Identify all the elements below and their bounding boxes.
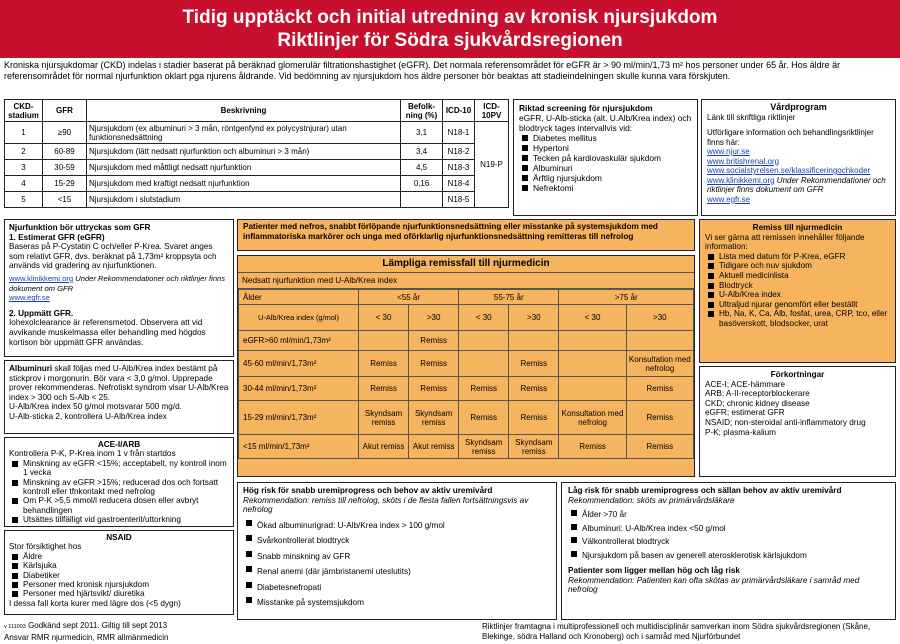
- cell: 15-29: [43, 176, 87, 192]
- ckd-stage-table: [4, 99, 509, 208]
- remiss-title: Lämpliga remissfall till njurmedicin: [238, 256, 694, 273]
- list-item: Hypertoni: [519, 143, 692, 153]
- approved: Godkänd sept 2011. Giltig till sept 2013: [28, 621, 168, 630]
- list-item: Kärlsjuka: [9, 561, 229, 570]
- cat-header: < 30: [559, 305, 626, 331]
- cell: Skyndsam remiss: [359, 401, 409, 435]
- cell: Remiss: [409, 377, 459, 401]
- cell: 4,5: [401, 160, 443, 176]
- cell: Remiss: [559, 435, 626, 459]
- link[interactable]: www.socialstyrelsen.se/klassificeringochkoder: [707, 166, 871, 175]
- cell: 3,1: [401, 122, 443, 144]
- footer-right: Riktlinjer framtagna i multiprofessionell och multidisciplinär samverkan inom Södra sjukvårdsregionen (Skåne, Blekinge, södra Halland och Kronoberg) och i samråd med Njurförbundet: [482, 622, 871, 641]
- cell: Remiss: [359, 377, 409, 401]
- nsaid-title: NSAID: [106, 533, 132, 542]
- screening-box: [513, 99, 698, 216]
- age-header: >75 år: [559, 290, 694, 305]
- link[interactable]: www.britishrenal.org: [707, 156, 780, 166]
- albuminuri-text: skall följas med U-Alb/Krea index bestämt på stickprov i morgonurin. Bör vara < 3,0 g/mol. Upprepade prover rekommenderas. Nefrotiskt syndrom visar U-Alb/Krea index > 300 och S-Alb < 25.: [9, 364, 229, 402]
- list-item: Personer med hjärtsvikt/ diuretika: [9, 589, 229, 598]
- list-item: Diabetesnefropati: [243, 580, 551, 596]
- link[interactable]: www.egfr.se: [707, 194, 751, 204]
- cell: 3,4: [401, 144, 443, 160]
- list-item: Tecken på kardiovaskulär sjukdom: [519, 153, 692, 163]
- ace-title: ACE-I/ARB: [97, 440, 141, 449]
- vardprogram-box: [701, 99, 896, 216]
- albuminuri-line: U-Alb/Krea index 50 g/mol motsvarar 500 mg/d.: [9, 402, 182, 412]
- list-item: Ökad albuminurigrad: U-Alb/Krea index > 100 g/mol: [243, 518, 551, 534]
- cell: [559, 331, 626, 351]
- nsaid-lead: Stor försiktighet hos: [9, 542, 82, 552]
- list-item: Lista med datum för P-Krea, eGFR: [705, 252, 890, 262]
- cell: N18-4: [443, 176, 475, 192]
- remiss-info-title: Remiss till njurmedicin: [752, 223, 843, 232]
- vardprogram-note: Under Rekommendationer och riktlinjer finns dokument om GFR: [707, 175, 886, 194]
- low-risk-list: [568, 508, 889, 562]
- list-item: Snabb minskning av GFR: [243, 549, 551, 565]
- list-item: Njursjukdom på basen av generell aterosklerotisk kärlsjukdom: [568, 549, 889, 563]
- row-label: eGFR>60 ml/min/1,73m²: [239, 331, 359, 351]
- list-item: Välkontrollerat blodtryck: [568, 535, 889, 549]
- age-header: <55 år: [359, 290, 459, 305]
- remiss-table: [238, 289, 694, 459]
- list-item: Albuminuri: [519, 163, 692, 173]
- cell: ≥90: [43, 122, 87, 144]
- screening-list: [519, 133, 692, 193]
- col-header: CKD-stadium: [5, 100, 43, 122]
- col-header: GFR: [43, 100, 87, 122]
- list-item: U-Alb/Krea index: [705, 290, 890, 300]
- list-item: Blodtryck: [705, 281, 890, 291]
- cell: [559, 351, 626, 377]
- mid-risk-title: Patienter som ligger mellan hög och låg risk: [568, 566, 740, 576]
- cell: Remiss: [626, 435, 693, 459]
- list-item: Äldre: [9, 552, 229, 561]
- subtitle: Riktlinjer för Södra sjukvårdsregionen: [277, 30, 623, 51]
- table-row: [5, 144, 509, 160]
- cell: 0,16: [401, 176, 443, 192]
- cell: 60-89: [43, 144, 87, 160]
- list-item: Aktuell medicinlista: [705, 271, 890, 281]
- cell: Remiss: [626, 377, 693, 401]
- cell: Remiss: [509, 401, 559, 435]
- abbr-box: [699, 366, 896, 477]
- low-risk-title: Låg risk för snabb uremiprogress och sällan behov av aktiv uremivård: [568, 486, 842, 495]
- cell: Remiss: [626, 401, 693, 435]
- col-header: ICD-10PV: [475, 100, 509, 122]
- abbr-item: ACE-I; ACE-hämmare: [705, 379, 786, 389]
- cell: Remiss: [409, 331, 459, 351]
- cell: Konsultation med nefrolog: [559, 401, 626, 435]
- cell: [401, 192, 443, 208]
- cat-header: >30: [626, 305, 693, 331]
- high-risk-rec: Rekommendation: remiss till nefrolog, sköts i de flesta fallen fortsättningsvis av nefrolog: [243, 495, 529, 515]
- screening-title: Riktad screening för njursjukdom: [519, 103, 653, 113]
- link[interactable]: www.egfr.se: [9, 293, 50, 303]
- list-item: Om P-K >5,5 mmol/l reducera dosen eller avbryt behandlingen: [9, 496, 229, 515]
- cell: N18-5: [443, 192, 475, 208]
- list-item: Hb, Na, K, Ca, Alb, fosfat, urea, CRP, tco, eller basöverskott, blodsocker, urat: [705, 309, 890, 328]
- col-header: Beskrivning: [87, 100, 401, 122]
- list-item: Ultraljud njurar genomfört eller beställt: [705, 300, 890, 310]
- list-item: Ålder >70 år: [568, 508, 889, 522]
- cell: [559, 377, 626, 401]
- vardprogram-line: Utförligare information och behandlingsriktlinjer finns här:: [707, 128, 874, 147]
- cell: Remiss: [509, 377, 559, 401]
- list-item: Utsättes tillfälligt vid gastroenterit/uttorkning: [9, 515, 229, 524]
- row-label: <15 ml/min/1,73m²: [239, 435, 359, 459]
- table-row: [5, 176, 509, 192]
- vardprogram-title: Vårdprogram: [770, 102, 827, 112]
- col-header: Befolk-ning (%): [401, 100, 443, 122]
- albuminuri-lead: Albuminuri: [9, 364, 53, 373]
- col-header: ICD-10: [443, 100, 475, 122]
- footer-left: [4, 621, 234, 642]
- cell: [509, 331, 559, 351]
- patients-box: Patienter med nefros, snabbt förlöpande njurfunktionsnedsättning eller misstanke på systemsjukdom med inflammatoriska markörer och unga med oförklarlig njurfunktionsnedsättning remitteras till nefrolog: [237, 219, 695, 251]
- abbr-item: NSAID; non-steroidal anti-inflammatory drug: [705, 417, 866, 427]
- cell: 5: [5, 192, 43, 208]
- remiss-info-lead: Vi ser gärna att remissen innehåller följande information:: [705, 232, 865, 252]
- table-row: [5, 122, 509, 144]
- abbr-item: ARB; A-II-receptorblockerare: [705, 389, 810, 399]
- row-label: 15-29 ml/min/1,73m²: [239, 401, 359, 435]
- cell: 4: [5, 176, 43, 192]
- cat-header: < 30: [359, 305, 409, 331]
- cell: 3: [5, 160, 43, 176]
- banner: [0, 0, 900, 58]
- gfr-text: Iohexolclearance är referensmetod. Observera att vid avvikande muskelmassa eller behandling med högdos kortison bör uppmätt GFR användas.: [9, 318, 206, 347]
- responsible: Ansvar RMR njurmedicin, RMR allmänmedicin: [4, 632, 169, 642]
- remiss-info-box: [699, 219, 896, 363]
- cell: Njursjukdom i slutstadium: [87, 192, 401, 208]
- row-label: 45-60 ml/min/1,73m²: [239, 351, 359, 377]
- list-item: Renal anemi (där järnbristanemi uteslutits): [243, 564, 551, 580]
- list-item: Diabetiker: [9, 571, 229, 580]
- cell: Remiss: [409, 351, 459, 377]
- gfr-heading: 2. Uppmätt GFR.: [9, 308, 74, 318]
- cell: Skyndsam remiss: [509, 435, 559, 459]
- cell: 1: [5, 122, 43, 144]
- age-label: Ålder: [239, 290, 359, 305]
- cell: Remiss: [459, 377, 509, 401]
- cell: [359, 331, 409, 351]
- row-label: 30-44 ml/min/1,73m²: [239, 377, 359, 401]
- list-item: Albuminuri: U-Alb/Krea index <50 g/mol: [568, 522, 889, 536]
- table-row: [5, 192, 509, 208]
- abbr-item: CKD; chronic kidney disease: [705, 398, 810, 408]
- mid-risk-rec: Rekommendation: Patienten kan ofta skötas av primärvårdsläkare i samråd med nefrolog: [568, 575, 860, 595]
- list-item: Minskning av eGFR >15%; reducerad dos och fortsatt kontroll eller tfnkontakt med nefrolog: [9, 478, 229, 497]
- cell: Remiss: [359, 351, 409, 377]
- ace-lead: Kontrollera P-K, P-Krea inom 1 v från startdos: [9, 449, 176, 459]
- nsaid-tail: I dessa fall korta kurer med lägre dos (<5 dygn): [9, 598, 181, 608]
- high-risk-box: [237, 482, 557, 620]
- gfr-text: Baseras på P-Cystatin C och/eller P-Krea. Svaret anges som relativt GFR, dvs. beräknat på 1,73m² kroppsyta och används vid gradering av njurfunktionen.: [9, 242, 217, 271]
- list-item: Svårkontrollerat blodtryck: [243, 533, 551, 549]
- cell: [459, 351, 509, 377]
- cell: Remiss: [459, 401, 509, 435]
- cell: N18-3: [443, 160, 475, 176]
- albuminuri-line: U-Alb-sticka 2, kontrollera U-Alb/Krea index: [9, 411, 167, 421]
- remiss-info-list: [705, 252, 890, 329]
- cell: Njursjukdom med kraftigt nedsatt njurfunktion: [87, 176, 401, 192]
- table-row: [239, 377, 694, 401]
- cell: N19-P: [475, 122, 509, 208]
- age-header: 55-75 år: [459, 290, 559, 305]
- ualb-label: U-Alb/Krea index (g/mol): [239, 305, 359, 331]
- ace-box: [4, 437, 234, 527]
- cell: <15: [43, 192, 87, 208]
- cell: [459, 331, 509, 351]
- link[interactable]: www.klinikkemi.org: [9, 273, 74, 283]
- ace-list: [9, 459, 229, 525]
- cell: Remiss: [509, 351, 559, 377]
- screening-text: eGFR, U-Alb-sticka (alt. U.Alb/Krea index) och blodtryck tages intervallvis vid:: [519, 113, 692, 133]
- table-row: [239, 351, 694, 377]
- nsaid-list: [9, 552, 229, 599]
- table-row: [239, 331, 694, 351]
- cell: Njursjukdom (lätt nedsatt njurfunktion och albuminuri > 3 mån): [87, 144, 401, 160]
- title: Tidig upptäckt och initial utredning av kronisk njursjukdom: [182, 7, 718, 28]
- cat-header: < 30: [459, 305, 509, 331]
- cell: Akut remiss: [409, 435, 459, 459]
- abbr-item: P-K; plasma-kalium: [705, 427, 776, 437]
- list-item: Tidigare och nuv sjukdom: [705, 261, 890, 271]
- list-item: Minskning av eGFR <15%; acceptabelt, ny kontroll inom 1 vecka: [9, 459, 229, 478]
- abbr-title: Förkortningar: [770, 370, 825, 379]
- cell: Akut remiss: [359, 435, 409, 459]
- cell: [626, 331, 693, 351]
- low-risk-rec: Rekommendation: sköts av primärvårdsläkare: [568, 495, 735, 505]
- cat-header: >30: [509, 305, 559, 331]
- cell: N18-2: [443, 144, 475, 160]
- gfr-box: [4, 219, 234, 357]
- nsaid-box: [4, 530, 234, 615]
- cell: Njursjukdom (ex albuminuri > 3 mån, röntgenfynd ex polycystnjurar) utan funktionsnedsättning: [87, 122, 401, 144]
- cell: Konsultation med nefrolog: [626, 351, 693, 377]
- list-item: Misstanke på systemsjukdom: [243, 595, 551, 611]
- list-item: Ärftlig njursjukdom: [519, 173, 692, 183]
- table-row: [5, 160, 509, 176]
- gfr-title: Njurfunktion bör uttryckas som GFR: [9, 223, 151, 232]
- list-item: Personer med kronisk njursjukdom: [9, 580, 229, 589]
- gfr-heading: 1. Estimerat GFR (eGFR): [9, 232, 105, 242]
- abbr-item: eGFR; estimerat GFR: [705, 408, 785, 418]
- cell: Njursjukdom med måttligt nedsatt njurfunktion: [87, 160, 401, 176]
- cell: Skyndsam remiss: [409, 401, 459, 435]
- table-row: [239, 401, 694, 435]
- remiss-box: [237, 255, 695, 477]
- high-risk-list: [243, 518, 551, 611]
- cell: Skyndsam remiss: [459, 435, 509, 459]
- vardprogram-line: Länk till skriftliga riktlinjer: [707, 112, 796, 122]
- albuminuri-box: [4, 360, 234, 434]
- gfr-note: Under Rekommendationer och riktlinjer finns dokument om GFR: [9, 273, 226, 293]
- table-row: [239, 435, 694, 459]
- version: v 111003: [4, 624, 26, 630]
- cat-header: >30: [409, 305, 459, 331]
- link[interactable]: www.njur.se: [707, 147, 750, 156]
- high-risk-title: Hög risk för snabb uremiprogress och behov av aktiv uremivård: [243, 486, 493, 495]
- cell: 30-59: [43, 160, 87, 176]
- low-risk-box: [561, 482, 896, 620]
- intro-text: Kroniska njursjukdomar (CKD) indelas i stadier baserat på beräknad glomerulär filtrationshastighet (eGFR). Det normala referensområdet för eGFR är > 90 ml/min/1,73 m² hos personer under 65 år. Hos äldre är referensområdet för normal njurfunktion oklart pga njurens åldrande. Vid bedömning av njursjukdom hos äldre personer bör beaktas att stadieindelningen skulle kunna vara förskjuten.: [4, 60, 841, 81]
- remiss-sub: Nedsatt njurfunktion med U-Alb/Krea index: [238, 273, 694, 289]
- link[interactable]: www.klinikkemi.org: [707, 175, 775, 185]
- list-item: Nefrektomi: [519, 183, 692, 193]
- cell: 2: [5, 144, 43, 160]
- cell: N18-1: [443, 122, 475, 144]
- list-item: Diabetes mellitus: [519, 133, 692, 143]
